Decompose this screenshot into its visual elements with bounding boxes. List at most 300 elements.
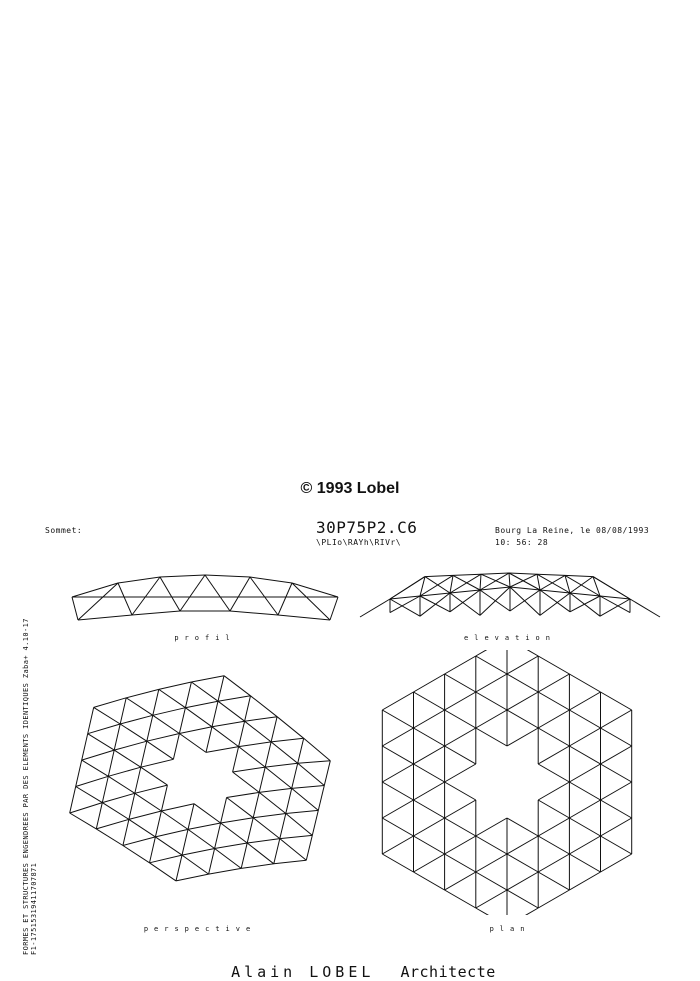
structure-edge: [540, 593, 570, 615]
structure-code: 30P75P2.C6: [316, 518, 418, 537]
structure-edge: [245, 717, 278, 722]
structure-edge: [155, 829, 188, 837]
structure-edge: [538, 710, 569, 728]
structure-edge: [510, 587, 540, 615]
structure-edge: [120, 715, 153, 724]
structure-path: \PLIo\RAYh\RIVr\: [316, 538, 402, 547]
structure-edge: [239, 721, 245, 746]
structure-edge: [292, 786, 325, 789]
structure-edge: [108, 750, 114, 776]
structure-edge: [132, 611, 180, 615]
structure-edge: [318, 786, 324, 811]
structure-edge: [239, 747, 266, 768]
structure-edge: [179, 727, 212, 734]
structure-edge: [78, 615, 132, 620]
structure-edge: [176, 874, 209, 881]
structure-edge: [569, 782, 600, 800]
structure-edge: [420, 596, 450, 612]
structure-edge: [76, 760, 82, 786]
structure-edge: [70, 787, 76, 814]
sommet-label: Sommet:: [45, 526, 83, 535]
structure-edge: [476, 656, 507, 674]
structure-edge: [150, 855, 183, 863]
structure-edge: [414, 854, 445, 872]
structure-edge: [476, 692, 507, 710]
structure-edge: [538, 836, 569, 854]
structure-edge: [147, 715, 153, 741]
structure-edge: [153, 689, 159, 715]
structure-edge: [259, 767, 265, 792]
structure-edge: [476, 872, 507, 890]
structure-edge: [445, 854, 476, 872]
structure-edge: [382, 692, 413, 710]
side-code: F1-17515319411707871: [30, 862, 38, 955]
structure-edge: [601, 764, 632, 782]
structure-edge: [476, 854, 507, 872]
structure-edge: [241, 864, 274, 869]
structure-edge: [600, 599, 630, 616]
structure-edge: [185, 708, 212, 727]
structure-edge: [194, 804, 221, 823]
structure-edge: [306, 835, 312, 860]
structure-edge: [382, 782, 413, 800]
structure-edge: [129, 819, 156, 837]
structure-edge: [94, 698, 127, 708]
structure-edge: [414, 674, 445, 692]
structure-edge: [233, 772, 260, 792]
structure-edge: [509, 573, 510, 587]
structure-edge: [569, 818, 600, 836]
structure-edge: [160, 577, 180, 611]
structure-edge: [565, 575, 593, 576]
architect-footer: [205, 945, 496, 981]
structure-edge: [123, 846, 150, 863]
structure-edge: [476, 908, 507, 915]
structure-edge: [414, 692, 445, 710]
structure-edge: [250, 577, 278, 615]
structure-edge: [96, 819, 129, 829]
structure-edge: [230, 577, 250, 611]
architect-name: Alain LOBEL: [231, 963, 375, 981]
structure-edge: [160, 575, 205, 577]
profil-label: profil: [174, 634, 236, 642]
structure-edge: [445, 710, 476, 728]
structure-edge: [150, 837, 156, 863]
structure-edge: [569, 854, 600, 872]
structure-edge: [445, 656, 476, 674]
structure-edge: [180, 575, 205, 611]
structure-edge: [453, 574, 481, 575]
structure-edge: [118, 583, 132, 615]
structure-edge: [569, 728, 600, 746]
structure-edge: [250, 577, 292, 583]
structure-edge: [123, 819, 129, 845]
structure-edge: [182, 829, 188, 855]
structure-edge: [221, 798, 227, 824]
structure-edge: [414, 764, 445, 782]
structure-edge: [476, 674, 507, 692]
structure-edge: [538, 728, 569, 746]
structure-edge: [601, 818, 632, 836]
structure-edge: [569, 800, 600, 818]
structure-edge: [292, 788, 319, 810]
structure-edge: [601, 710, 632, 728]
structure-edge: [538, 890, 569, 908]
structure-edge: [601, 692, 632, 710]
place-date: Bourg La Reine, le 08/08/1993: [495, 526, 650, 535]
structure-edge: [286, 814, 313, 836]
structure-edge: [278, 615, 330, 620]
structure-edge: [330, 597, 338, 620]
structure-edge: [382, 854, 413, 872]
structure-edge: [538, 692, 569, 710]
structure-edge: [538, 746, 569, 764]
structure-edge: [509, 573, 537, 574]
structure-edge: [224, 676, 251, 696]
structure-edge: [601, 782, 632, 800]
structure-edge: [227, 792, 260, 797]
perspective-drawing: [60, 660, 350, 920]
structure-edge: [476, 818, 507, 836]
structure-edge: [476, 728, 507, 746]
structure-edge: [537, 574, 565, 575]
structure-edge: [445, 890, 476, 908]
structure-edge: [72, 597, 78, 620]
structure-edge: [179, 708, 185, 734]
structure-edge: [215, 823, 221, 849]
structure-edge: [120, 698, 126, 724]
structure-edge: [480, 574, 481, 590]
structure-edge: [601, 746, 632, 764]
structure-edge: [593, 577, 600, 596]
structure-edge: [129, 793, 135, 819]
structure-edge: [538, 674, 569, 692]
structure-edge: [540, 590, 570, 612]
structure-edge: [247, 843, 274, 864]
structure-edge: [185, 701, 218, 708]
structure-edge: [382, 818, 413, 836]
structure-edge: [259, 792, 286, 813]
structure-edge: [206, 727, 212, 753]
structure-edge: [161, 811, 188, 829]
structure-edge: [102, 803, 129, 820]
structure-edge: [245, 696, 251, 721]
structure-edge: [271, 717, 277, 742]
structure-edge: [82, 760, 109, 776]
structure-edge: [382, 836, 413, 854]
structure-edge: [445, 728, 476, 746]
structure-edge: [298, 763, 325, 785]
structure-edge: [450, 590, 480, 612]
structure-edge: [507, 674, 538, 692]
structure-edge: [601, 800, 632, 818]
structure-edge: [227, 798, 254, 818]
structure-edge: [114, 741, 147, 750]
structure-edge: [233, 747, 239, 772]
structure-edge: [78, 583, 118, 620]
architect-role: Architecte: [400, 963, 496, 981]
structure-edge: [215, 849, 242, 869]
structure-edge: [480, 590, 510, 611]
structure-edge: [570, 577, 593, 593]
structure-edge: [247, 818, 253, 843]
structure-edge: [102, 776, 108, 802]
structure-edge: [221, 823, 248, 843]
structure-edge: [569, 836, 600, 854]
structure-edge: [135, 767, 141, 793]
structure-edge: [182, 849, 215, 856]
structure-edge: [414, 710, 445, 728]
structure-edge: [271, 742, 298, 763]
structure-edge: [141, 741, 147, 767]
structure-edge: [507, 908, 538, 915]
structure-edge: [188, 804, 194, 830]
structure-edge: [253, 818, 280, 839]
structure-edge: [425, 575, 453, 576]
structure-edge: [241, 843, 247, 868]
structure-edge: [265, 767, 292, 788]
structure-edge: [218, 676, 224, 702]
structure-edge: [382, 710, 413, 728]
structure-edge: [126, 689, 159, 697]
structure-edge: [445, 800, 476, 818]
structure-edge: [445, 872, 476, 890]
structure-edge: [126, 698, 153, 716]
structure-edge: [507, 656, 538, 674]
structure-edge: [414, 836, 445, 854]
structure-edge: [445, 746, 476, 764]
structure-edge: [96, 803, 102, 829]
structure-edge: [212, 727, 239, 747]
structure-edge: [96, 829, 123, 846]
structure-edge: [538, 818, 569, 836]
structure-edge: [382, 728, 413, 746]
structure-edge: [206, 747, 239, 753]
structure-edge: [538, 854, 569, 872]
structure-edge: [123, 837, 155, 846]
structure-edge: [312, 810, 318, 835]
structure-edge: [215, 843, 248, 849]
structure-edge: [445, 818, 476, 836]
structure-edge: [221, 818, 254, 823]
structure-edge: [510, 590, 540, 611]
structure-edge: [212, 721, 245, 727]
structure-edge: [191, 676, 224, 682]
structure-edge: [538, 872, 569, 890]
structure-edge: [155, 837, 182, 855]
structure-edge: [601, 854, 632, 872]
structure-edge: [239, 742, 272, 747]
structure-edge: [147, 734, 180, 742]
time-stamp: 10: 56: 28: [495, 538, 549, 547]
structure-edge: [382, 764, 413, 782]
structure-edge: [251, 696, 278, 717]
structure-edge: [507, 818, 538, 836]
structure-edge: [182, 855, 209, 874]
structure-edge: [82, 750, 115, 760]
structure-edge: [159, 689, 186, 707]
structure-edge: [630, 599, 660, 617]
structure-edge: [481, 573, 509, 574]
structure-edge: [476, 710, 507, 728]
structure-edge: [141, 767, 168, 785]
structure-edge: [185, 682, 191, 708]
structure-edge: [390, 599, 420, 616]
structure-edge: [102, 793, 135, 802]
structure-edge: [445, 764, 476, 782]
structure-edge: [445, 836, 476, 854]
structure-edge: [324, 761, 330, 786]
structure-edge: [155, 811, 161, 837]
structure-edge: [360, 599, 390, 617]
structure-edge: [507, 692, 538, 710]
structure-edge: [141, 759, 174, 767]
structure-edge: [253, 792, 259, 817]
structure-edge: [176, 855, 182, 881]
structure-edge: [233, 767, 266, 772]
plan-label: plan: [489, 925, 531, 933]
structure-edge: [94, 707, 121, 724]
structure-edge: [150, 863, 177, 881]
structure-edge: [601, 728, 632, 746]
structure-edge: [538, 656, 569, 674]
structure-edge: [161, 804, 194, 811]
side-caption: [22, 515, 36, 955]
profil-drawing: [60, 565, 350, 630]
structure-edge: [382, 800, 413, 818]
structure-edge: [135, 785, 168, 793]
structure-edge: [188, 829, 215, 848]
structure-edge: [304, 738, 331, 760]
structure-edge: [230, 611, 278, 615]
structure-edge: [538, 800, 569, 818]
structure-edge: [218, 701, 245, 721]
structure-edge: [108, 767, 141, 776]
structure-edge: [298, 761, 331, 764]
structure-edge: [538, 764, 569, 782]
structure-edge: [271, 738, 304, 742]
structure-edge: [205, 575, 230, 611]
structure-edge: [569, 746, 600, 764]
structure-edge: [118, 577, 160, 583]
structure-edge: [445, 692, 476, 710]
elevation-label: elevation: [464, 634, 556, 642]
structure-edge: [82, 734, 88, 760]
structure-edge: [280, 839, 307, 861]
structure-edge: [507, 836, 538, 854]
side-title: FORMES ET STRUCTURES ENGENDREES PAR DES ELEMENTS IDENTIQUES Zaba+ 4.10-17: [22, 618, 30, 955]
structure-edge: [253, 814, 286, 818]
structure-edge: [247, 839, 280, 843]
structure-edge: [507, 710, 538, 728]
copyright-notice: © 1993 Lobel: [300, 480, 400, 497]
structure-edge: [507, 854, 538, 872]
structure-edge: [476, 836, 507, 854]
structure-edge: [450, 575, 453, 593]
structure-edge: [277, 717, 304, 739]
structure-edge: [414, 800, 445, 818]
structure-edge: [538, 782, 569, 800]
structure-edge: [414, 728, 445, 746]
structure-edge: [601, 836, 632, 854]
structure-edge: [179, 734, 206, 753]
structure-edge: [480, 587, 510, 615]
structure-edge: [191, 682, 218, 701]
structure-edge: [537, 574, 540, 590]
structure-edge: [280, 835, 313, 838]
structure-edge: [569, 674, 600, 692]
structure-edge: [298, 738, 304, 763]
structure-edge: [569, 692, 600, 710]
structure-edge: [450, 593, 480, 615]
structure-edge: [88, 707, 94, 733]
structure-edge: [507, 872, 538, 890]
structure-edge: [507, 650, 538, 656]
structure-edge: [286, 788, 292, 813]
structure-edge: [414, 872, 445, 890]
structure-edge: [569, 872, 600, 890]
structure-edge: [420, 593, 450, 616]
structure-edge: [265, 763, 298, 767]
structure-edge: [209, 868, 242, 874]
structure-edge: [88, 724, 121, 734]
elevation-drawing: [355, 565, 665, 630]
structure-edge: [570, 593, 600, 616]
structure-edge: [569, 710, 600, 728]
structure-edge: [445, 674, 476, 692]
structure-edge: [274, 860, 307, 864]
perspective-label: perspective: [143, 925, 257, 933]
structure-edge: [153, 715, 180, 733]
structure-edge: [265, 742, 271, 767]
structure-edge: [173, 734, 179, 760]
structure-edge: [129, 811, 162, 819]
structure-edge: [278, 583, 292, 615]
structure-edge: [205, 575, 250, 577]
structure-edge: [570, 596, 600, 612]
structure-edge: [161, 785, 167, 811]
structure-edge: [212, 701, 218, 727]
structure-edge: [147, 741, 174, 759]
structure-edge: [114, 724, 120, 750]
structure-edge: [414, 782, 445, 800]
structure-edge: [114, 750, 141, 767]
structure-edge: [108, 776, 135, 793]
structure-edge: [188, 823, 221, 829]
structure-edge: [292, 763, 298, 788]
structure-edge: [76, 787, 103, 803]
structure-edge: [507, 890, 538, 908]
structure-edge: [476, 890, 507, 908]
structure-edge: [286, 810, 319, 813]
structure-edge: [414, 818, 445, 836]
structure-edge: [218, 696, 251, 701]
structure-edge: [135, 793, 162, 811]
structure-edge: [569, 764, 600, 782]
structure-edge: [507, 728, 538, 746]
structure-edge: [259, 788, 292, 792]
structure-edge: [76, 776, 109, 786]
plan-drawing: [355, 650, 660, 915]
structure-edge: [414, 746, 445, 764]
structure-edge: [120, 724, 147, 741]
structure-edge: [245, 721, 272, 742]
structure-edge: [159, 682, 192, 689]
structure-edge: [132, 577, 160, 615]
structure-edge: [70, 803, 103, 813]
structure-edge: [382, 746, 413, 764]
structure-edge: [274, 839, 280, 864]
